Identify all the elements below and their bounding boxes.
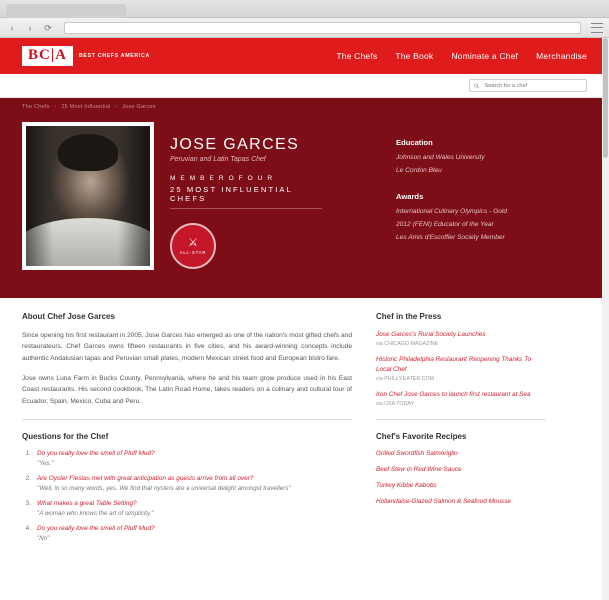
- award-item: 2012 (FENI) Educator of the Year: [396, 221, 494, 228]
- site-header: [0, 38, 609, 74]
- nav-item-the-chefs[interactable]: The Chefs: [336, 51, 378, 61]
- answer-text: "Yes.": [37, 459, 54, 467]
- breadcrumb-item-jose-garces[interactable]: Jose Garces: [122, 104, 156, 110]
- award-item: International Culinary Olympics - Gold: [396, 208, 508, 215]
- question-text: Do you really love the smell of Pluff Mud?: [37, 449, 155, 457]
- question-text: What makes a great Table Setting?: [37, 499, 137, 507]
- chef-portrait: [22, 122, 154, 270]
- education-heading: Education: [396, 138, 433, 147]
- breadcrumb-item-25-most-influential[interactable]: 25 Most Influential: [61, 104, 111, 110]
- recipe-link[interactable]: Turkey Kibbe Kabobs: [376, 482, 437, 490]
- question-number: 2.: [25, 474, 31, 482]
- list-item: [22, 500, 352, 517]
- hero-content: [22, 114, 587, 270]
- recipe-link[interactable]: Hollandaise-Glazed Salmon & Seafood Mousse: [376, 498, 511, 506]
- influential-label: 25 MOST INFLUENTIAL CHEFS: [170, 185, 322, 209]
- browser-tab-strip: [0, 0, 609, 18]
- questions-list: [22, 450, 352, 542]
- logo-mark: BC|A: [22, 46, 73, 66]
- question-number: 4.: [25, 524, 31, 532]
- answer-text: "No": [37, 534, 50, 542]
- chef-subtitle: Peruvian and Latin Tapas Chef: [170, 156, 266, 163]
- main-nav: [336, 51, 587, 61]
- crossed-knives-icon: ⚔: [188, 236, 198, 249]
- browser-tab[interactable]: [6, 4, 126, 18]
- breadcrumb-item-the-chefs[interactable]: The Chefs: [22, 104, 50, 110]
- nav-item-nominate-a-chef[interactable]: Nominate a Chef: [451, 51, 519, 61]
- answer-text: "A woman who knows the art of simplicity.": [37, 509, 154, 517]
- award-item: Les Amis d'Escoffier Society Member: [396, 234, 505, 241]
- all-star-badge: [170, 223, 216, 269]
- chef-credentials: [396, 122, 556, 270]
- recipe-link[interactable]: Grilled Swordfish Salmoriglio: [376, 450, 458, 458]
- press-source: via PHILLY.EATER.COM: [376, 375, 434, 382]
- press-source: via USA TODAY: [376, 401, 414, 408]
- questions-heading: Questions for the Chef: [22, 431, 109, 441]
- nav-item-merchandise[interactable]: Merchandise: [536, 51, 587, 61]
- search-row: [0, 74, 609, 98]
- breadcrumb: [22, 98, 587, 114]
- education-item: Le Cordon Bleu: [396, 167, 442, 174]
- member-of-label: M E M B E R O F O U R: [170, 175, 274, 182]
- reload-icon[interactable]: ⟳: [44, 22, 52, 33]
- recipe-link[interactable]: Beef Stew in Red Wine Sauce: [376, 466, 462, 474]
- breadcrumb-separator: ›: [54, 104, 57, 110]
- browser-toolbar: [0, 18, 609, 38]
- address-bar[interactable]: [64, 22, 581, 34]
- education-item: Johnson and Wales University: [396, 154, 485, 161]
- press-title[interactable]: Jose Garces's Rural Society Launches: [376, 331, 486, 338]
- question-number: 1.: [25, 449, 31, 457]
- question-number: 3.: [25, 499, 31, 507]
- sidebar-column: [376, 312, 546, 550]
- list-item: [22, 475, 352, 492]
- list-item: [22, 450, 352, 467]
- question-text: Are Oyster Fiestas met with great anticipation as guests arrive from all over?: [37, 474, 254, 482]
- list-item[interactable]: [376, 330, 546, 347]
- main-column: [22, 312, 352, 550]
- logo-tagline: BEST CHEFS AMERICA: [78, 53, 150, 59]
- search-input[interactable]: [483, 82, 582, 90]
- all-star-badge-label: ALL-STAR: [179, 249, 207, 255]
- page-title: JOSE GARCES: [170, 136, 300, 153]
- page-body: [0, 298, 609, 550]
- web-page: [0, 38, 609, 600]
- page-scrollbar[interactable]: [602, 38, 609, 600]
- about-paragraph: Since opening his first restaurant in 2005, Jose Garces has emerged as one of the nation's most gifted chefs and restaurateurs. Chef Garces owns fifteen restaurants in five cities, and his award-winning concepts include authentic Andalusian tapas and Peruvian small plates, modern Mexican street food and European bistro fare.: [22, 332, 352, 362]
- question-text: Do you really love the smell of Pluff Mud?: [37, 524, 155, 532]
- about-heading: About Chef Jose Garces: [22, 312, 115, 321]
- chef-identity: [170, 122, 380, 270]
- forward-icon[interactable]: ›: [28, 22, 32, 33]
- press-heading: Chef in the Press: [376, 312, 442, 321]
- answer-text: "Well, in so many words, yes. We find that oysters are a universal delight amongst travellers": [37, 484, 291, 492]
- section-divider: [376, 419, 546, 420]
- hero-section: [0, 98, 609, 298]
- nav-item-the-book[interactable]: The Book: [395, 51, 434, 61]
- section-divider: [22, 419, 352, 420]
- site-logo[interactable]: [22, 46, 150, 66]
- list-item: [22, 525, 352, 542]
- recipes-heading: Chef's Favorite Recipes: [376, 432, 467, 442]
- press-title[interactable]: Iron Chef Jose Garces to launch first restaurant at Sea: [376, 390, 531, 398]
- search-box[interactable]: [469, 79, 587, 92]
- list-item[interactable]: [376, 390, 546, 407]
- scrollbar-thumb[interactable]: [603, 38, 608, 158]
- back-icon[interactable]: ‹: [10, 22, 14, 33]
- press-source: via CHICAGO MAGAZINE: [376, 341, 439, 348]
- about-paragraph: Jose owns Luna Farm in Bucks County, Pennsylvania, where he and his team grow produce used in his East Coast restaurants. His second cookbook, The Latin Road Home, takes readers on a culinary and cultural tour of Ecuador, Spain, Mexico, Cuba and Peru.: [22, 374, 352, 405]
- hamburger-icon[interactable]: [591, 23, 603, 33]
- awards-heading: Awards: [396, 192, 424, 201]
- search-icon: [474, 83, 480, 89]
- breadcrumb-separator: ›: [115, 104, 118, 110]
- list-item[interactable]: [376, 355, 546, 382]
- press-title[interactable]: Historic Philadelphia Restaurant Reopening Thanks To Local Chef: [376, 356, 532, 373]
